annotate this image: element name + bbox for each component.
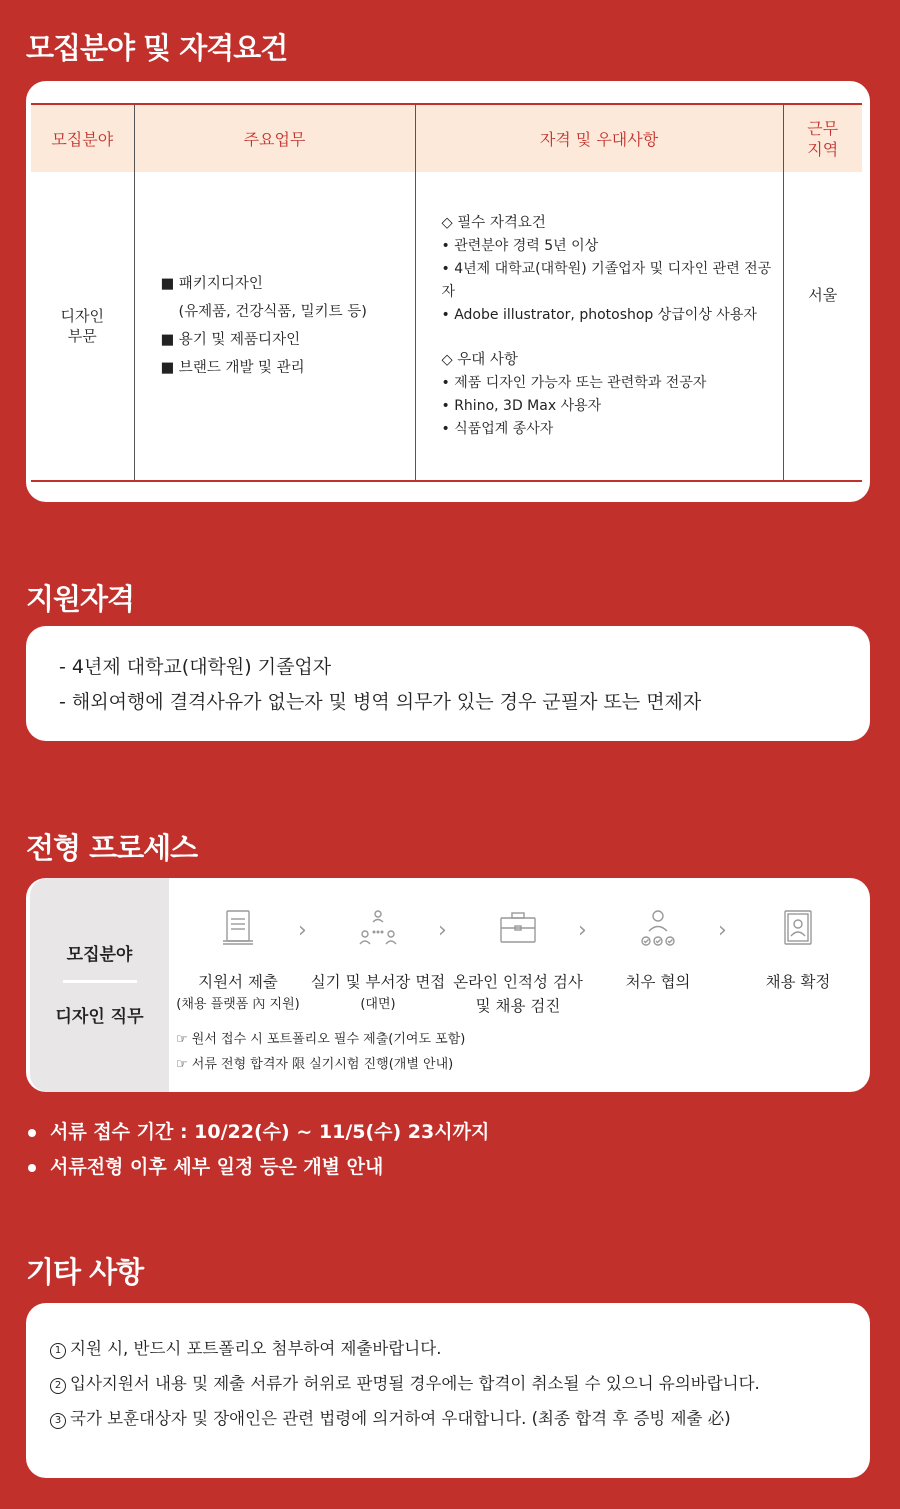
process-step <box>728 908 868 994</box>
field-cell <box>31 172 134 481</box>
duties-cell <box>134 172 415 481</box>
process-field-panel <box>30 878 169 1092</box>
preferred-item: • 식품업계 종사자 <box>441 420 554 437</box>
circled-number: 3 <box>50 1413 66 1429</box>
chevron-right-icon: › <box>298 918 307 943</box>
section-title-eligibility: 지원자격 <box>26 582 135 616</box>
process-field-label: 모집분야 <box>66 945 133 965</box>
process-card <box>26 878 870 1092</box>
section-title-etc: 기타 사항 <box>26 1255 144 1289</box>
circled-number: 1 <box>50 1343 66 1359</box>
id-card-icon <box>778 908 818 948</box>
briefcase-icon <box>498 908 538 948</box>
schedule-bullet: 서류 접수 기간 : 10/22(수) ~ 11/5(수) 23시까지 <box>28 1117 489 1144</box>
section-title-recruit: 모집분야 및 자격요건 <box>26 31 288 65</box>
recruit-table <box>31 103 862 482</box>
location-value: 서울 <box>808 286 838 304</box>
header-field: 모집분야 <box>31 104 134 172</box>
divider <box>63 980 137 983</box>
required-item: • Adobe illustrator, photoshop 상급이상 사용자 <box>441 306 757 323</box>
process-field-value: 디자인 직무 <box>55 1007 144 1027</box>
document-icon <box>218 908 258 948</box>
process-step <box>588 908 728 994</box>
circled-number: 2 <box>50 1378 66 1394</box>
required-item: • 관련분야 경력 5년 이상 <box>441 237 599 254</box>
section-title-process: 전형 프로세스 <box>26 831 198 865</box>
required-title: ◇ 필수 자격요건 <box>441 214 546 231</box>
negotiation-icon <box>638 908 678 948</box>
chevron-right-icon: › <box>578 918 587 943</box>
duty-item: ■ 용기 및 제품디자인 <box>160 332 301 348</box>
step-sub: 및 채용 검진 <box>475 997 561 1015</box>
field-value: 디자인 부문 <box>60 307 104 345</box>
qualifications-cell <box>415 172 783 481</box>
preferred-title: ◇ 우대 사항 <box>441 351 518 368</box>
etc-item: 1 지원 시, 반드시 포트폴리오 첨부하여 제출바랍니다. <box>26 1331 870 1366</box>
step-name: 지원서 제출 <box>198 973 278 991</box>
required-item: • 4년제 대학교(대학원) 기졸업자 및 디자인 관련 전공자 <box>441 260 772 300</box>
meeting-icon <box>358 908 398 948</box>
duty-item: ■ 패키지디자인 <box>160 276 263 292</box>
eligibility-line: - 해외여행에 결격사유가 없는자 및 병역 의무가 있는 경우 군필자 또는 면제자 <box>59 691 702 713</box>
process-note: ☞ 서류 전형 합격자 限 실기시험 진행(개별 안내) <box>176 1057 454 1072</box>
etc-item: 2 입사지원서 내용 및 제출 서류가 허위로 판명될 경우에는 합격이 취소될 수 있으니 유의바랍니다. <box>26 1366 870 1401</box>
chevron-right-icon: › <box>718 918 727 943</box>
qualifications-list <box>416 212 783 441</box>
chevron-right-icon: › <box>438 918 447 943</box>
etc-item: 3 국가 보훈대상자 및 장애인은 관련 법령에 의거하여 우대합니다. (최종 합격 후 증빙 제출 必) <box>26 1401 870 1436</box>
recruit-table-card <box>26 81 870 502</box>
location-cell <box>783 172 862 481</box>
preferred-item: • Rhino, 3D Max 사용자 <box>441 397 602 414</box>
process-step <box>448 908 588 1018</box>
schedule-bullet: 서류전형 이후 세부 일정 등은 개별 안내 <box>28 1152 383 1179</box>
process-step <box>168 908 308 1016</box>
eligibility-card <box>26 626 870 741</box>
process-note: ☞ 원서 접수 시 포트폴리오 필수 제출(기여도 포함) <box>176 1032 466 1047</box>
duty-item: ■ 브랜드 개발 및 관리 <box>160 360 305 376</box>
step-name: 처우 협의 <box>625 973 691 991</box>
step-name: 실기 및 부서장 면접 <box>310 973 446 991</box>
header-qualifications: 자격 및 우대사항 <box>415 104 783 172</box>
process-step <box>308 908 448 1016</box>
step-sub: (대면) <box>360 997 396 1012</box>
eligibility-line: - 4년제 대학교(대학원) 기졸업자 <box>59 656 332 678</box>
step-name: 온라인 인적성 검사 <box>453 973 583 991</box>
header-location: 근무 지역 <box>783 104 862 172</box>
header-duties: 주요업무 <box>134 104 415 172</box>
step-name: 채용 확정 <box>765 973 831 991</box>
preferred-item: • 제품 디자인 가능자 또는 관련학과 전공자 <box>441 374 707 391</box>
step-sub: (채용 플랫폼 內 지원) <box>176 997 300 1012</box>
duty-item: (유제품, 건강식품, 밀키트 등) <box>178 304 367 320</box>
duties-list <box>135 270 415 382</box>
etc-card <box>26 1303 870 1478</box>
